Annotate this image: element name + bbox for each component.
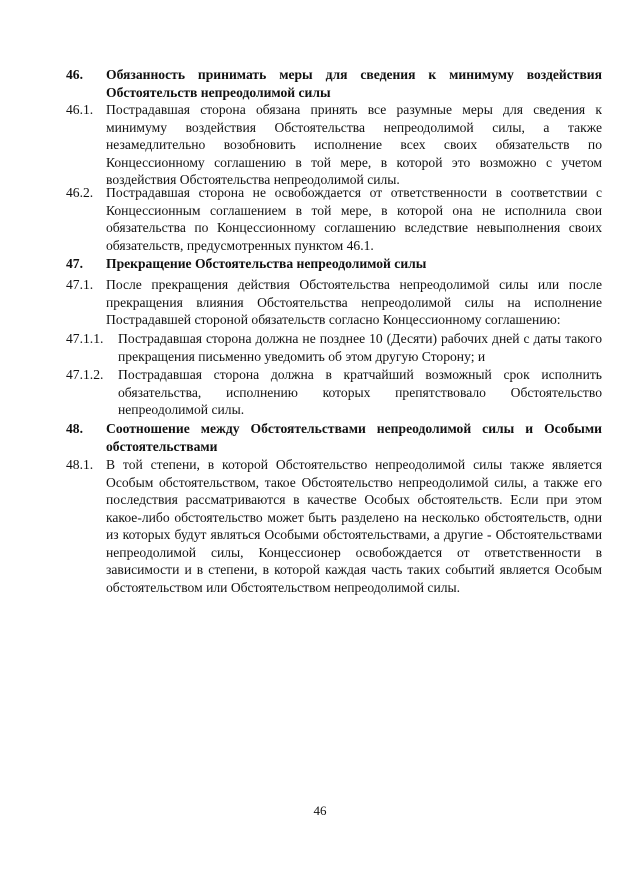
clause-text: В той степени, в которой Обстоятельство непреодолимой силы также является Особым обстоятельством, такое Обстоятельство непреодолимой силы, а также его последствия рассматриваются в качестве Особых обстоятельств. Если при этом какое-либо обстоятельство может быть разделено на несколько обстоятельств, одни из которых будут являться Особыми обстоятельствами, а другие - Обстоятельствами непреодолимой силы, Концессионер освобождается от ответственности в зависимости и в степени, в которой каждая часть таких событий является Особым обстоятельством или Обстоятельством непреодолимой силы. bbox=[106, 457, 602, 595]
section-title: Соотношение между Обстоятельствами непреодолимой силы и Особыми обстоятельствами bbox=[106, 421, 602, 454]
clause-46-2 bbox=[66, 184, 602, 254]
clause-47-1-1 bbox=[66, 330, 602, 365]
clause-number: 48.1. bbox=[66, 457, 94, 472]
section-number: 47. bbox=[66, 256, 83, 271]
clause-row bbox=[66, 366, 602, 419]
section-heading bbox=[66, 66, 602, 101]
clause-46-1 bbox=[66, 101, 602, 189]
clause-47-1-2 bbox=[66, 366, 602, 419]
section-title: Обязанность принимать меры для сведения к минимуму воздействия Обстоятельств непреодолимой силы bbox=[106, 67, 602, 100]
section-48 bbox=[66, 420, 602, 455]
clause-number: 47.1. bbox=[66, 277, 94, 292]
section-47 bbox=[66, 255, 602, 273]
section-number: 48. bbox=[66, 421, 83, 436]
clause-number: 46.1. bbox=[66, 102, 94, 117]
clause-47-1 bbox=[66, 276, 602, 329]
clause-text: После прекращения действия Обстоятельства непреодолимой силы или после прекращения влияния Обстоятельства непреодолимой силы на исполнение Пострадавшей стороной обязательств согласно Концессионному соглашению: bbox=[106, 277, 602, 327]
clause-row bbox=[66, 330, 602, 365]
section-heading bbox=[66, 420, 602, 455]
clause-row bbox=[66, 276, 602, 329]
clause-text: Пострадавшая сторона должна не позднее 10 (Десяти) рабочих дней с даты такого прекращения письменно уведомить об этом другую Сторону; и bbox=[118, 331, 602, 364]
clause-number: 47.1.1. bbox=[66, 331, 104, 346]
clause-text: Пострадавшая сторона не освобождается от ответственности в соответствии с Концессионным соглашением в той мере, в которой она не исполнила свои обязательства по Концессионному соглашению вследствие невыполнения своих обязательств, предусмотренных пунктом 46.1. bbox=[106, 185, 602, 253]
page-number: 46 bbox=[313, 803, 327, 818]
clause-text: Пострадавшая сторона должна в кратчайший возможный срок исполнить обязательства, исполнению которых препятствовало Обстоятельство непреодолимой силы. bbox=[118, 367, 602, 417]
section-number: 46. bbox=[66, 67, 83, 82]
clause-row bbox=[66, 456, 602, 596]
clause-text: Пострадавшая сторона обязана принять все разумные меры для сведения к минимуму воздействия Обстоятельства непреодолимой силы, а также незамедлительно возобновить исполнение всех своих обязательств по Концессионному соглашению в той мере, в которой это возможно с учетом воздействия Обстоятельства непреодолимой силы. bbox=[106, 102, 602, 187]
section-heading bbox=[66, 255, 602, 273]
clause-row bbox=[66, 184, 602, 254]
clause-number: 47.1.2. bbox=[66, 367, 104, 382]
clause-48-1 bbox=[66, 456, 602, 596]
section-title: Прекращение Обстоятельства непреодолимой силы bbox=[106, 256, 427, 271]
clause-number: 46.2. bbox=[66, 185, 94, 200]
section-46 bbox=[66, 66, 602, 101]
clause-row bbox=[66, 101, 602, 189]
